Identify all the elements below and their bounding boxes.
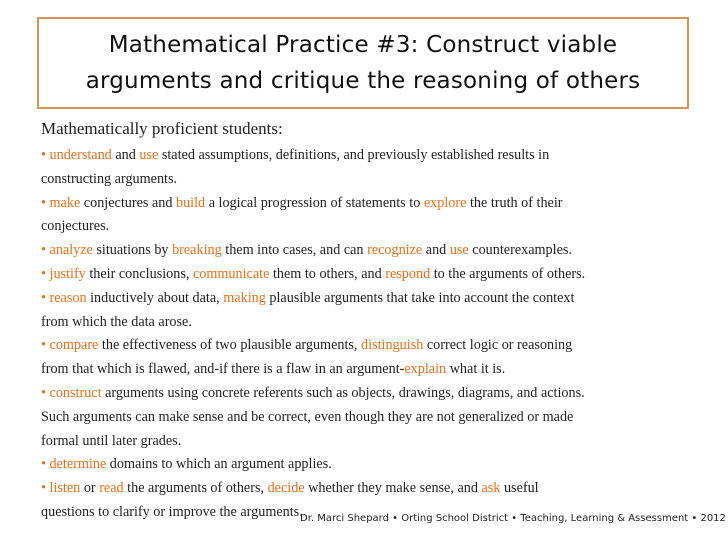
bullet-item	[41, 382, 701, 453]
bullet-text: correct logic or reasoning	[423, 337, 573, 354]
keyword: read	[99, 480, 124, 497]
bullet-dot-icon: •	[41, 456, 50, 473]
keyword: distinguish	[361, 337, 424, 354]
title-box	[37, 17, 689, 109]
bullet-text: the truth of their	[466, 194, 563, 211]
keyword: build	[175, 194, 206, 211]
keyword: make	[49, 194, 81, 211]
bullet-dot-icon: •	[41, 289, 50, 306]
bullet-item	[41, 144, 701, 192]
keyword: communicate	[192, 265, 270, 282]
bullet-list	[41, 144, 701, 525]
bullet-text: and	[422, 242, 450, 259]
bullet-text: them to others, and	[269, 265, 386, 282]
bullet-text: Such arguments can make sense and be correct, even though they are not generalized or made	[41, 408, 574, 425]
title-line-1: Mathematical Practice #3: Construct viable	[108, 32, 618, 58]
bullet-text: domains to which an argument applies.	[106, 456, 332, 473]
bullet-text: situations by	[92, 242, 173, 259]
keyword: making	[223, 289, 266, 306]
bullet-text: conjectures and	[80, 194, 176, 211]
bullet-text: useful	[500, 480, 539, 497]
keyword: understand	[49, 147, 112, 163]
footer-credit: Dr. Marci Shepard • Orting School District • Teaching, Learning & Assessment • 2012	[300, 513, 726, 524]
bullet-item	[41, 192, 701, 240]
bullet-text: formal until later grades.	[41, 432, 182, 449]
keyword: justify	[49, 265, 86, 282]
bullet-item	[41, 287, 701, 335]
bullet-text: questions to clarify or improve the arguments.	[41, 503, 303, 520]
bullet-text: them into cases, and can	[221, 242, 368, 259]
keyword: use	[449, 242, 469, 259]
bullet-text: or	[80, 480, 100, 497]
bullet-text: from that which is flawed, and-if there is a flaw in an argument-	[41, 361, 405, 378]
keyword: explain	[404, 361, 447, 378]
bullet-text: whether they make sense, and	[304, 480, 482, 497]
keyword: recognize	[367, 242, 423, 259]
bullet-text: inductively about data,	[86, 289, 224, 306]
bullet-dot-icon: •	[41, 384, 50, 401]
keyword: explore	[423, 194, 467, 211]
title-line-2: arguments and critique the reasoning of others	[85, 68, 641, 94]
bullet-text: to the arguments of others.	[430, 265, 586, 282]
bullet-item	[41, 334, 701, 382]
bullet-text: arguments using concrete referents such as objects, drawings, diagrams, and actions.	[101, 384, 585, 401]
keyword: analyze	[49, 242, 93, 259]
intro-text: Mathematically proficient students:	[41, 119, 283, 138]
keyword: construct	[49, 384, 102, 401]
bullet-dot-icon: •	[41, 242, 50, 259]
keyword: compare	[49, 337, 99, 354]
keyword: ask	[481, 480, 501, 497]
keyword: respond	[385, 265, 431, 282]
bullet-text: their conclusions,	[85, 265, 193, 282]
bullet-text: what it is.	[446, 361, 506, 378]
slide-title	[86, 27, 641, 99]
bullet-text: the effectiveness of two plausible arguments,	[98, 337, 362, 354]
bullet-dot-icon: •	[41, 265, 50, 282]
slide-content	[41, 114, 701, 525]
bullet-dot-icon: •	[41, 147, 50, 163]
bullet-dot-icon: •	[41, 337, 50, 354]
keyword: listen	[49, 480, 81, 497]
keyword: decide	[267, 480, 305, 497]
bullet-text: the arguments of others,	[123, 480, 268, 497]
bullet-text: and	[111, 147, 140, 163]
bullet-dot-icon: •	[41, 480, 50, 497]
bullet-text: plausible arguments that take into account the context	[265, 289, 575, 306]
bullet-text: from which the data arose.	[41, 313, 192, 330]
bullet-dot-icon: •	[41, 194, 50, 211]
keyword: determine	[49, 456, 107, 473]
bullet-text: a logical progression of statements to	[205, 194, 424, 211]
keyword: reason	[49, 289, 87, 306]
bullet-text: conjectures.	[41, 218, 110, 235]
bullet-text: counterexamples.	[468, 242, 572, 259]
bullet-text: stated assumptions, definitions, and previously established results in	[158, 147, 550, 163]
keyword: breaking	[172, 242, 222, 259]
keyword: use	[139, 147, 159, 163]
bullet-item	[41, 263, 701, 287]
bullet-text: constructing arguments.	[41, 170, 178, 187]
bullet-item	[41, 239, 701, 263]
bullet-item	[41, 453, 701, 477]
